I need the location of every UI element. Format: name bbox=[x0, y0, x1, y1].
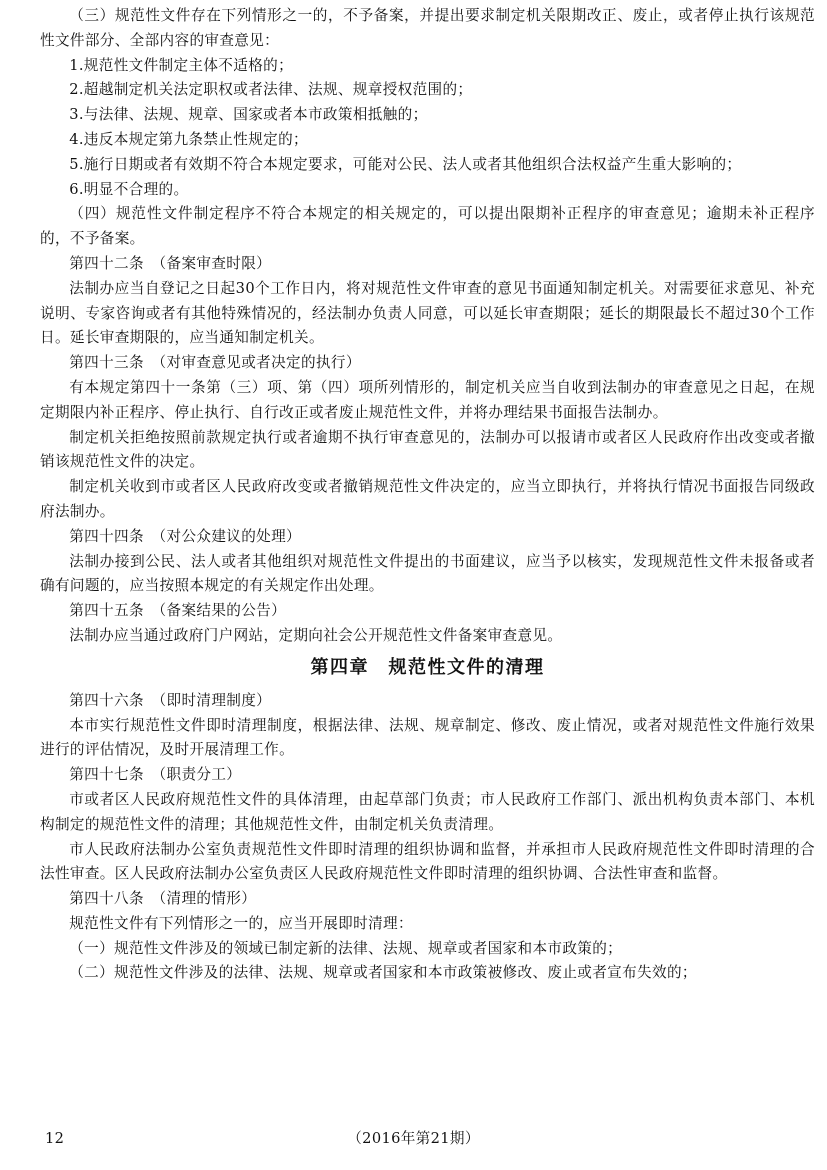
paragraph: 法制办应当通过政府门户网站，定期向社会公开规范性文件备案审查意见。 bbox=[69, 626, 563, 644]
paragraph: 市人民政府法制办公室负责规范性文件即时清理的组织协调和监督，并承担市人民政府规范性文件即时清理的合法性审查。区人民政府法制办公室负责区人民政府规范性文件即时清理的组织协调、合法性审查和监督。 bbox=[40, 840, 815, 883]
article-heading: 第四十五条 （备案结果的公告） bbox=[69, 602, 287, 620]
article-heading: 第四十二条 （备案审查时限） bbox=[69, 254, 272, 272]
paragraph: 制定机关拒绝按照前款规定执行或者逾期不执行审查意见的，法制办可以报请市或者区人民政府作出改变或者撤销该规范性文件的决定。 bbox=[40, 428, 815, 471]
page-footer bbox=[0, 1129, 827, 1149]
page-number: 12 bbox=[45, 1130, 65, 1147]
article-heading: 第四十七条 （职责分工） bbox=[69, 766, 242, 784]
article-heading: 第四十四条 （对公众建议的处理） bbox=[69, 527, 301, 545]
article-heading: 第四十六条 （即时清理制度） bbox=[69, 691, 272, 709]
list-item: （一）规范性文件涉及的领域已制定新的法律、法规、规章或者国家和本市政策的； bbox=[69, 939, 623, 957]
list-item: 2.超越制定机关法定职权或者法律、法规、规章授权范围的； bbox=[69, 81, 473, 99]
paragraph: 规范性文件有下列情形之一的，应当开展即时清理： bbox=[69, 914, 413, 932]
chapter-title: 第四章 规范性文件的清理 bbox=[310, 656, 545, 678]
paragraph: （三）规范性文件存在下列情形之一的，不予备案，并提出要求制定机关限期改正、废止，或者停止执行该规范性文件部分、全部内容的审查意见： bbox=[40, 7, 815, 49]
paragraph: 有本规定第四十一条第（三）项、第（四）项所列情形的，制定机关应当自收到法制办的审查意见之日起，在规定期限内补正程序、停止执行、自行改正或者废止规范性文件，并将办理结果书面报告法制办。 bbox=[40, 378, 815, 421]
section-top bbox=[40, 4, 815, 649]
paragraph: 法制办应当自登记之日起30个工作日内，将对规范性文件审查的意见书面通知制定机关。对需要征求意见、补充说明、专家咨询或者有其他特殊情况的，经法制办负责人同意，可以延长审查期限；延长的期限最长不超过30个工作日。延长审查期限的，应当通知制定机关。 bbox=[40, 279, 815, 347]
list-item: 1.规范性文件制定主体不适格的； bbox=[69, 56, 294, 74]
list-item: （二）规范性文件涉及的法律、法规、规章或者国家和本市政策被修改、废止或者宣布失效的； bbox=[69, 964, 697, 982]
list-item: 5.施行日期或者有效期不符合本规定要求，可能对公民、法人或者其他组织合法权益产生重大影响的； bbox=[69, 155, 742, 173]
paragraph: 法制办接到公民、法人或者其他组织对规范性文件提出的书面建议，应当予以核实，发现规范性文件未报备或者确有问题的，应当按照本规定的有关规定作出处理。 bbox=[40, 552, 815, 595]
paragraph: 本市实行规范性文件即时清理制度，根据法律、法规、规章制定、修改、废止情况，或者对规范性文件施行效果进行的评估情况，及时开展清理工作。 bbox=[40, 716, 815, 759]
document-body bbox=[40, 4, 815, 986]
paragraph: （四）规范性文件制定程序不符合本规定的相关规定的，可以提出限期补正程序的审查意见；逾期未补正程序的，不予备案。 bbox=[40, 205, 815, 248]
paragraph: 市或者区人民政府规范性文件的具体清理，由起草部门负责；市人民政府工作部门、派出机构负责本部门、本机构制定的规范性文件的清理；其他规范性文件，由制定机关负责清理。 bbox=[40, 790, 815, 833]
paragraph: 制定机关收到市或者区人民政府改变或者撤销规范性文件决定的，应当立即执行，并将执行情况书面报告同级政府法制办。 bbox=[40, 478, 815, 520]
section-bottom bbox=[40, 689, 815, 987]
list-item: 3.与法律、法规、规章、国家或者本市政策相抵触的； bbox=[69, 106, 428, 124]
list-item: 6.明显不合理的。 bbox=[69, 180, 189, 198]
article-heading: 第四十八条 （清理的情形） bbox=[69, 890, 257, 908]
list-item: 4.违反本规定第九条禁止性规定的； bbox=[69, 130, 308, 148]
article-heading: 第四十三条 （对审查意见或者决定的执行） bbox=[69, 354, 361, 372]
issue-label: （2016年第21期） bbox=[347, 1130, 480, 1147]
